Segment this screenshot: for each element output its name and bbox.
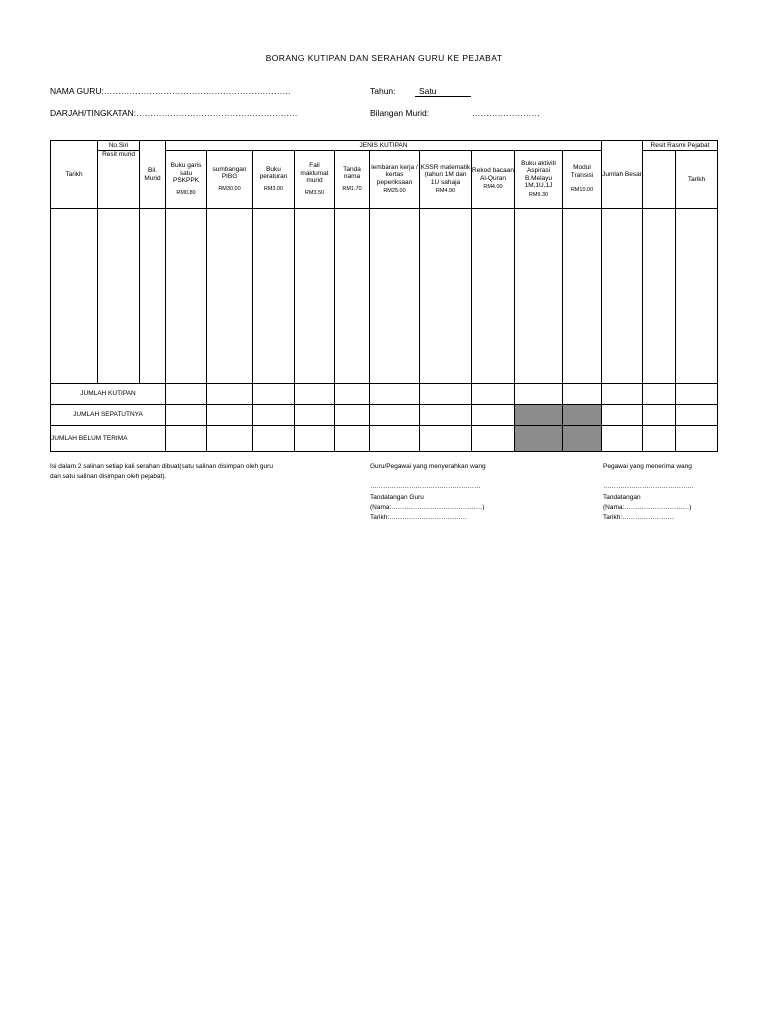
item-name: Rekod bacaan Al-Quran xyxy=(472,167,514,182)
sum-cell[interactable] xyxy=(370,384,420,405)
item-header xyxy=(563,151,602,209)
jumlah-belum-label: JUMLAH BELUM TERIMA xyxy=(51,426,166,452)
item-header xyxy=(335,151,370,209)
header-no-siri: No.Siri xyxy=(98,141,140,151)
sum-cell[interactable] xyxy=(370,405,420,426)
pegawai-nama-field[interactable]: (Nama:…………………………) xyxy=(603,504,692,511)
form-title: BORANG KUTIPAN DAN SERAHAN GURU KE PEJABAT xyxy=(265,53,503,63)
header-tarikh-resit: Tarikh xyxy=(676,151,718,209)
sum-cell[interactable] xyxy=(515,384,563,405)
entry-cell[interactable] xyxy=(98,209,140,384)
sum-cell[interactable] xyxy=(335,426,370,452)
entry-cell[interactable] xyxy=(515,209,563,384)
pegawai-sign-label: Tandatangan xyxy=(603,494,641,501)
entry-cell[interactable] xyxy=(472,209,515,384)
item-price: RM1.70 xyxy=(342,185,362,192)
sum-cell[interactable] xyxy=(166,384,207,405)
header-resit-murid: Resit murid xyxy=(98,151,140,209)
sum-cell[interactable] xyxy=(602,426,643,452)
entry-cell[interactable] xyxy=(370,209,420,384)
sum-cell[interactable] xyxy=(253,426,295,452)
sum-cell[interactable] xyxy=(602,405,643,426)
collection-table xyxy=(50,140,718,452)
item-price: RM4.90 xyxy=(435,188,456,194)
item-name: Buku aktiviti Aspirasi B.Melayu 1M,1U,1J xyxy=(521,159,556,190)
entry-cell[interactable] xyxy=(51,209,98,384)
guru-sign-label: Tandatangan Guru xyxy=(370,494,424,501)
jumlah-sepatutnya-label: JUMLAH SEPATUTNYA xyxy=(51,405,166,426)
shaded-cell xyxy=(563,426,602,452)
sum-cell[interactable] xyxy=(420,384,472,405)
sum-cell[interactable] xyxy=(166,426,207,452)
sum-cell[interactable] xyxy=(676,426,718,452)
sum-cell[interactable] xyxy=(253,384,295,405)
guru-heading: Guru/Pegawai yang menyerahkan wang xyxy=(370,463,486,470)
sum-cell[interactable] xyxy=(563,384,602,405)
item-name: Buku peraturan xyxy=(259,165,288,181)
tahun-label: Tahun: xyxy=(370,86,396,96)
entry-cell[interactable] xyxy=(207,209,253,384)
entry-row xyxy=(51,209,718,384)
item-price: RM0.80 xyxy=(176,189,196,196)
sum-cell[interactable] xyxy=(295,405,335,426)
tahun-value[interactable]: Satu xyxy=(415,86,471,97)
item-header xyxy=(207,151,253,209)
guru-sign-line[interactable]: …………………………………………… xyxy=(370,483,481,490)
entry-cell[interactable] xyxy=(295,209,335,384)
item-price: RM30.00 xyxy=(218,185,241,192)
item-header xyxy=(370,151,420,209)
entry-cell[interactable] xyxy=(166,209,207,384)
jumlah-kutipan-row xyxy=(51,384,718,405)
entry-cell[interactable] xyxy=(253,209,295,384)
sum-cell[interactable] xyxy=(676,384,718,405)
sum-cell[interactable] xyxy=(295,384,335,405)
sum-cell[interactable] xyxy=(207,405,253,426)
item-price: RM9.30 xyxy=(528,191,549,198)
sum-cell[interactable] xyxy=(643,405,676,426)
shaded-cell xyxy=(515,405,563,426)
header-jenis-kutipan: JENIS KUTIPAN xyxy=(166,141,602,151)
item-header xyxy=(295,151,335,209)
item-name: Tanda nama xyxy=(343,165,361,181)
bilangan-murid-field[interactable]: …………………… xyxy=(472,108,540,118)
sum-cell[interactable] xyxy=(335,405,370,426)
item-header xyxy=(253,151,295,209)
jumlah-sepatutnya-row xyxy=(51,405,718,426)
sum-cell[interactable] xyxy=(166,405,207,426)
entry-cell[interactable] xyxy=(643,209,676,384)
item-header xyxy=(420,151,472,209)
item-price: RM4.00 xyxy=(483,184,503,191)
guru-nama-field[interactable]: (Nama:……………………………………) xyxy=(370,504,485,511)
item-header xyxy=(166,151,207,209)
jumlah-kutipan-label: JUMLAH KUTIPAN xyxy=(51,384,166,405)
sum-cell[interactable] xyxy=(420,405,472,426)
sum-cell[interactable] xyxy=(472,405,515,426)
entry-cell[interactable] xyxy=(140,209,166,384)
sum-cell[interactable] xyxy=(472,384,515,405)
item-header xyxy=(472,151,515,209)
sum-cell[interactable] xyxy=(643,384,676,405)
entry-cell[interactable] xyxy=(335,209,370,384)
item-name: Buku garis satu PSKPPK xyxy=(170,162,202,184)
entry-cell[interactable] xyxy=(420,209,472,384)
sum-cell[interactable] xyxy=(472,426,515,452)
footer-note-line1: Isi dalam 2 salinan setiap kali serahan dibuat(satu salinan disimpan oleh guru xyxy=(50,463,273,470)
sum-cell[interactable] xyxy=(253,405,295,426)
item-price: RM10.00 xyxy=(570,187,594,194)
sum-cell[interactable] xyxy=(207,426,253,452)
pegawai-heading: Pegawai yang menerima wang xyxy=(603,463,692,470)
item-price: RM3.50 xyxy=(304,189,325,196)
header-bil-murid: Bil. Murid xyxy=(140,141,166,209)
shaded-cell xyxy=(515,426,563,452)
sum-cell[interactable] xyxy=(335,384,370,405)
sum-cell[interactable] xyxy=(207,384,253,405)
item-name: KSSR matematik (tahun 1M dan 1U sahaja xyxy=(420,163,471,186)
item-price: RM25.00 xyxy=(383,188,406,194)
item-price: RM3.00 xyxy=(263,185,284,192)
darjah-field[interactable]: DARJAH/TINGKATAN:………………………………………………… xyxy=(50,108,298,118)
guru-tarikh-field[interactable]: Tarikh:……………………………… xyxy=(370,514,468,521)
bilangan-murid-label: Bilangan Murid: xyxy=(370,108,430,118)
sum-cell[interactable] xyxy=(295,426,335,452)
sum-cell[interactable] xyxy=(602,384,643,405)
entry-cell[interactable] xyxy=(676,209,718,384)
item-name: sumbangan PIBG xyxy=(212,165,247,181)
nama-guru-field[interactable]: NAMA GURU:………………………………………………………… xyxy=(50,86,291,96)
item-name: Fail maklumat murid xyxy=(300,162,329,184)
sum-cell[interactable] xyxy=(676,405,718,426)
item-name: Modul Transisi xyxy=(570,164,594,179)
pegawai-sign-line[interactable]: …………………………………… xyxy=(603,483,694,490)
item-header xyxy=(515,151,563,209)
sum-cell[interactable] xyxy=(643,426,676,452)
entry-cell[interactable] xyxy=(602,209,643,384)
header-resit-rasmi: Resit Rasmi Pejabat xyxy=(643,141,718,151)
jumlah-belum-row xyxy=(51,426,718,452)
sum-cell[interactable] xyxy=(420,426,472,452)
header-tarikh: Tarikh xyxy=(51,141,98,209)
sum-cell[interactable] xyxy=(370,426,420,452)
shaded-cell xyxy=(563,405,602,426)
header-jumlah-besar: Jumlah Besar xyxy=(602,141,643,209)
entry-cell[interactable] xyxy=(563,209,602,384)
header-resit-blank xyxy=(643,151,676,209)
pegawai-tarikh-field[interactable]: Tarikh:…………………… xyxy=(603,514,675,521)
footer-note-line2: dan satu salinan disimpan oleh pejabat). xyxy=(50,473,167,480)
item-name: lembaran kerja / kertas peperiksaan xyxy=(371,163,418,186)
